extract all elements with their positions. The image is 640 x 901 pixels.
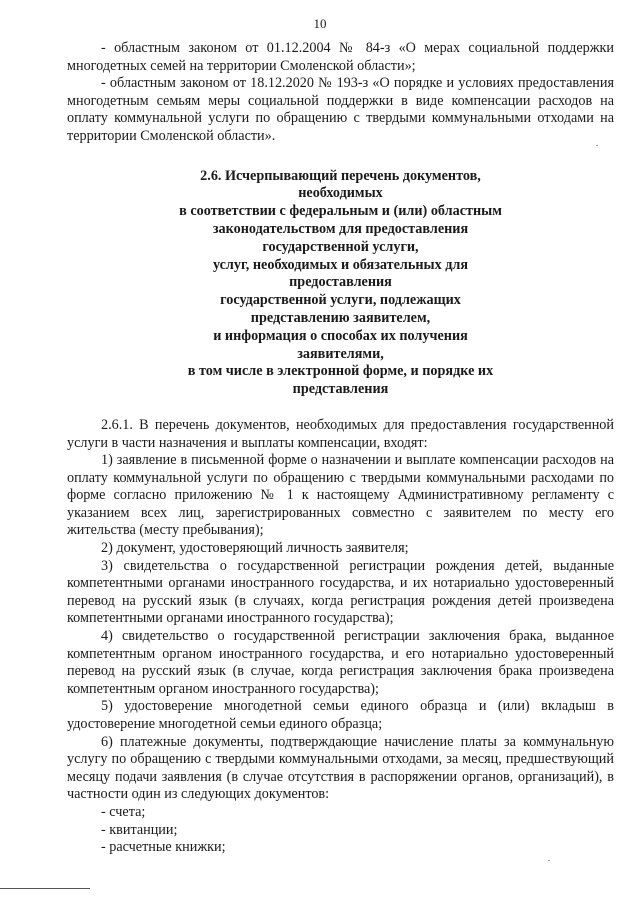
heading-line: в соответствии с федеральным и (или) областным bbox=[179, 203, 502, 220]
footnote-rule bbox=[0, 888, 90, 889]
intro-paragraph: - областным законом от 18.12.2020 № 193-з «О порядке и условиях предоставления многодетным семьям меры социальной поддержки в виде компенсации расходов на оплату коммунальной услуги по обращению с твердыми коммунальными отходами на территории Смоленской области». bbox=[67, 75, 614, 144]
heading-line: в том числе в электронной форме, и порядке их bbox=[187, 363, 494, 380]
heading-line: 2.6. Исчерпывающий перечень документов, bbox=[200, 167, 481, 184]
heading-line: предоставления bbox=[289, 274, 392, 291]
list-item: - счета; bbox=[101, 803, 146, 820]
list-item: - квитанции; bbox=[101, 821, 178, 838]
scan-speck bbox=[596, 145, 598, 146]
heading-line: представлению заявителем, bbox=[250, 309, 431, 326]
body-paragraph: 2) документ, удостоверяющий личность заявителя; bbox=[101, 540, 409, 557]
heading-line: и информация о способах их получения bbox=[213, 327, 468, 344]
body-paragraph: 4) свидетельство о государственной регистрации заключения брака, выданное компетентным органом иностранного государства, и его нотариально удостоверенный перевод на русский язык (в случае, когда регистрация заключения брака произведена компетентным органом иностранного государства); bbox=[67, 628, 614, 697]
heading-line: законодательством для предоставления bbox=[212, 220, 469, 237]
page-number: 10 bbox=[313, 16, 327, 31]
heading-line: государственной услуги, подлежащих bbox=[220, 292, 461, 309]
body-paragraph: 3) свидетельства о государственной регистрации рождения детей, выданные компетентными органами иностранного государства, и их нотариально удостоверенный перевод на русский язык (в случаях, когда регистрация рождения детей произведена компетентными органами иностранного государства); bbox=[67, 557, 614, 627]
heading-line: услуг, необходимых и обязательных для bbox=[212, 256, 469, 273]
list-item: - расчетные книжки; bbox=[101, 839, 226, 856]
heading-line: государственной услуги, bbox=[262, 238, 419, 255]
body-paragraph: 6) платежные документы, подтверждающие начисление платы за коммунальную услугу по обращению с твердыми коммунальными отходами, за месяц, предшествующий месяцу подачи заявления (в случае отсутствия в распоряжении органов, организаций), в частности один из следующих документов: bbox=[67, 733, 614, 803]
body-paragraph: 2.6.1. В перечень документов, необходимых для предоставления государственной услуги в части назначения и выплаты компенсации, входят: bbox=[67, 416, 614, 451]
intro-paragraph: - областным законом от 01.12.2004 № 84-з «О мерах социальной поддержки многодетных семей на территории Смоленской области»; bbox=[67, 40, 614, 74]
section-heading bbox=[131, 168, 551, 399]
scan-speck bbox=[548, 860, 550, 861]
heading-line: представления bbox=[292, 381, 389, 398]
body-paragraph: 5) удостоверение многодетной семьи единого образца и (или) вкладыш в удостоверение многодетной семьи единого образца; bbox=[67, 698, 614, 733]
body-paragraph: 1) заявление в письменной форме о назначении и выплате компенсации расходов на оплату коммунальной услуги по обращению с твердыми коммунальными расходами по форме согласно приложению № 1 к настоящему Административному регламенту с указанием всех лиц, зарегистрированных совместно с заявителем по месту его жительства (месту пребывания); bbox=[67, 452, 614, 539]
heading-line: заявителями, bbox=[297, 345, 384, 362]
document-body bbox=[67, 40, 614, 857]
heading-line: необходимых bbox=[298, 185, 383, 202]
